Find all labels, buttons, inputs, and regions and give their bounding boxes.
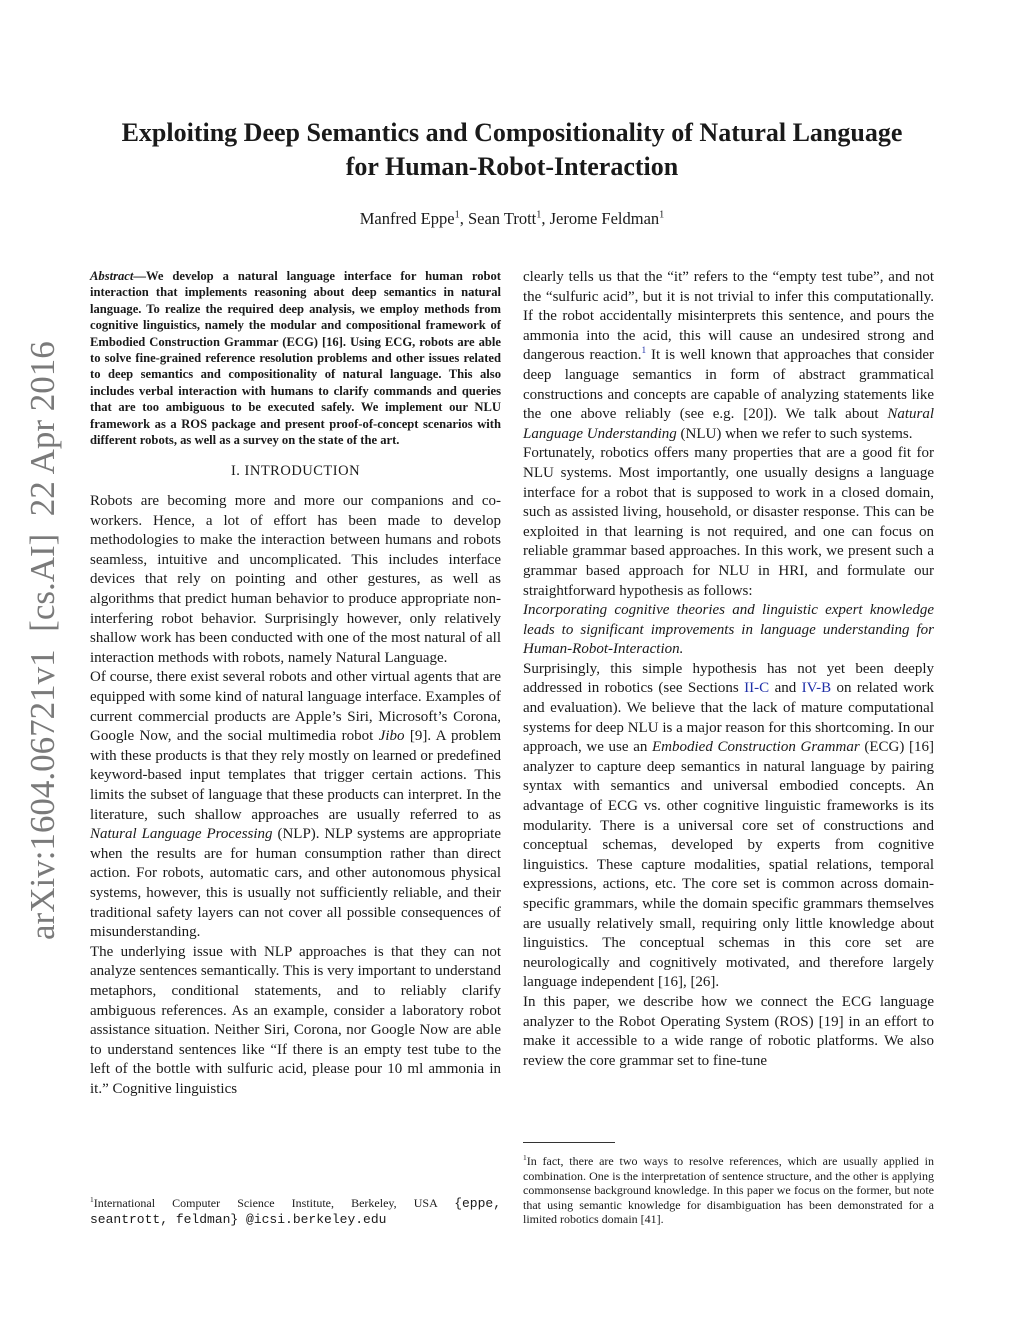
author-affiliation-mark: 1 xyxy=(536,209,542,221)
abstract-label: Abstract xyxy=(90,269,134,283)
arxiv-stamp-text: arXiv:1604.06721v1 [cs.AI] 22 Apr 2016 xyxy=(23,341,62,940)
paper-title xyxy=(60,116,964,184)
author-affiliation-mark: 1 xyxy=(454,209,460,221)
paragraph: Fortunately, robotics offers many properties that are a good fit for NLU systems. Most importantly, one usually designs a language interface for a robot that is supposed to work in a closed domain, such as assisted living, household, or disaster response. This can be exploited in that learning is not required, and one can focus on reliable grammar based approaches. In this work, we present such a grammar based approach for NLU in HRI, and formulate our straightforward hypothesis as follows: xyxy=(523,445,934,599)
footnote-rule xyxy=(523,1142,615,1143)
paragraph: In this paper, we describe how we connect the ECG language analyzer to the Robot Operating System (ROS) [19] in an effort to make it accessible to a wide range of robotic platforms. We also review the core grammar set to fine-tune xyxy=(523,993,934,1069)
author-name: Jerome Feldman xyxy=(549,209,660,228)
paragraph: Surprisingly, this simple hypothesis has not yet been deeply addressed in robotics (see Sections II-C and IV-B on related work and evaluation). We believe that the lack of mature computational systems for deep NLU is a major reason for this shortcoming. In our approach, we use an Embodied Construction Grammar (ECG) [16] analyzer to capture deep semantics in natural language by pairing syntax with semantics and universal embodied concepts. An advantage of ECG vs. other cognitive linguistic frameworks is its modularity. There is a universal core set of constructions and conceptual schemas, developed by experts from cognitive linguistics. These capture modalities, spatial relations, temporal expressions, actions, etc. The core set is common across domain-specific grammars, while the domain specific grammars themselves are usually relatively small, requiring only little knowledge about linguistics. The conceptual schemas in this core set are neurologically and cognitively motivated, and therefore largely language independent [16], [26]. xyxy=(523,660,934,991)
abstract: Abstract—We develop a natural language interface for human robot interaction that implements reasoning about deep semantics in natural language. To realize the required deep analysis, we employ methods from cognitive linguistics, namely the modular and compositional framework of Embodied Construction Grammar (ECG) [16]. Using ECG, robots are able to solve fine-grained reference resolution problems and other issues related to deep semantics and compositionality of natural language. This also includes verbal interaction with humans to clarify commands and queries that are too ambiguous to be executed safely. We implement our NLU framework as a ROS package and present proof-of-concept scenarios with different robots, as well as a survey on the state of the art. xyxy=(90,269,501,448)
author-affiliation-mark: 1 xyxy=(659,209,665,221)
paragraph: The underlying issue with NLP approaches is that they can not analyze sentences semantically. This is very important to understand metaphors, conditional statements, and to reliably clarify ambiguous references. As an example, consider a laboratory robot assistance situation. Neither Siri, Corona, nor Google Now are able to understand sentences like “If there is an empty test tube to the left of the bottle with sulfuric acid, please pour 10 ml ammonia in it.” Cognitive linguistics xyxy=(90,943,501,1097)
author-emails: {eppe, seantrott, feldman} @icsi.berkeley.edu xyxy=(90,1196,501,1227)
arxiv-stamp xyxy=(16,0,76,1325)
section-ref-link[interactable]: II-C xyxy=(744,680,770,697)
section-ref-link[interactable]: IV-B xyxy=(801,680,832,697)
hypothesis-statement: Incorporating cognitive theories and linguistic expert knowledge leads to significant improvements in language understanding for Human-Robot-Interaction. xyxy=(523,602,934,658)
author-name: Manfred Eppe xyxy=(359,209,455,228)
abstract-text: We develop a natural language interface for human robot interaction that implements reasoning about deep semantics in natural language. To realize the required deep analysis, we employ methods from cognitive linguistics, namely the modular and compositional framework of Embodied Construction Grammar (ECG) [16]. Using ECG, robots are able to solve fine-grained reference resolution problems and other issues related to deep semantics and compositionality of natural language. This also includes verbal interaction with humans to clarify commands and queries that are too ambiguous to be executed safely. We implement our NLU framework as a ROS package and present proof-of-concept scenarios with different robots, as well as a survey on the state of the art. xyxy=(90,269,501,448)
title-line-1: Exploiting Deep Semantics and Compositionality of Natural Language xyxy=(121,118,903,147)
section-heading-introduction: I. INTRODUCTION xyxy=(230,463,361,480)
paragraph: Robots are becoming more and more our companions and co-workers. Hence, a lot of effort has been made to develop methodologies to make the interaction between humans and robots seamless, intuitive and uncomplicated. This includes interface devices that rely on pointing and other gestures, as well as algorithms that predict human behavior to produce appropriate non-interfering robot behavior. Surprisingly however, only relatively shallow work has been conducted with one of the most natural of all interaction methods with robots, namely Natural Language. xyxy=(90,493,501,666)
left-column xyxy=(90,268,501,1099)
right-column xyxy=(523,268,934,1071)
paragraph: clearly tells us that the “it” refers to the “empty test tube”, and not the “sulfuric acid”, but it is not trivial to infer this computationally. If the robot accidentally misinterprets this sentence, and pours the ammonia into the acid, this will cause an undesired strong and dangerous reaction.$^1$ It is well known that approaches that consider deep language semantics in form of abstract grammatical constructions and concepts are capable of analyzing statements like the one above reliably (see e.g. [20]). We talk about Natural Language Understanding (NLU) when we refer to such systems. xyxy=(523,269,935,442)
author-list: Manfred Eppe$^1$, Sean Trott$^1$, Jerome Feldman$^1$ xyxy=(359,209,665,228)
paragraph: Of course, there exist several robots and other virtual agents that are equipped with some kind of natural language interface. Examples of current commercial products are Apple’s Siri, Microsoft’s Corona, Google Now, and the social multimedia robot Jibo [9]. A problem with these products is that they rely mostly on learned or predefined keyword-based input templates that trigger certain actions. This limits the subset of language that these products can interpret. In the literature, such shallow approaches are usually referred to as Natural Language Processing (NLP). NLP systems are appropriate when the results are for human consumption rather than direct action. For robots, automatic cars, and other autonomous physical systems, however, this is usually not sufficiently reliable, and their traditional safety layers can not cover all possible consequences of misunderstanding. xyxy=(90,669,502,941)
footnote-link[interactable]: 1 xyxy=(641,346,647,357)
footnote-affiliation: $^1$International Computer Science Institute, Berkeley, USA {eppe, seantrott, feldman} @icsi.berkeley.edu xyxy=(90,1195,501,1227)
footnote-1: $^1$In fact, there are two ways to resolve references, which are usually applied in combination. One is the interpretation of sentence structure, and the other is applying commonsense background knowledge. In this paper we focus on the former, but note that using semantic knowledge for disambiguation has been demonstrated for a limited robotics domain [41]. xyxy=(523,1153,934,1227)
title-line-2: for Human-Robot-Interaction xyxy=(345,152,679,181)
author-name: Sean Trott xyxy=(467,209,537,228)
